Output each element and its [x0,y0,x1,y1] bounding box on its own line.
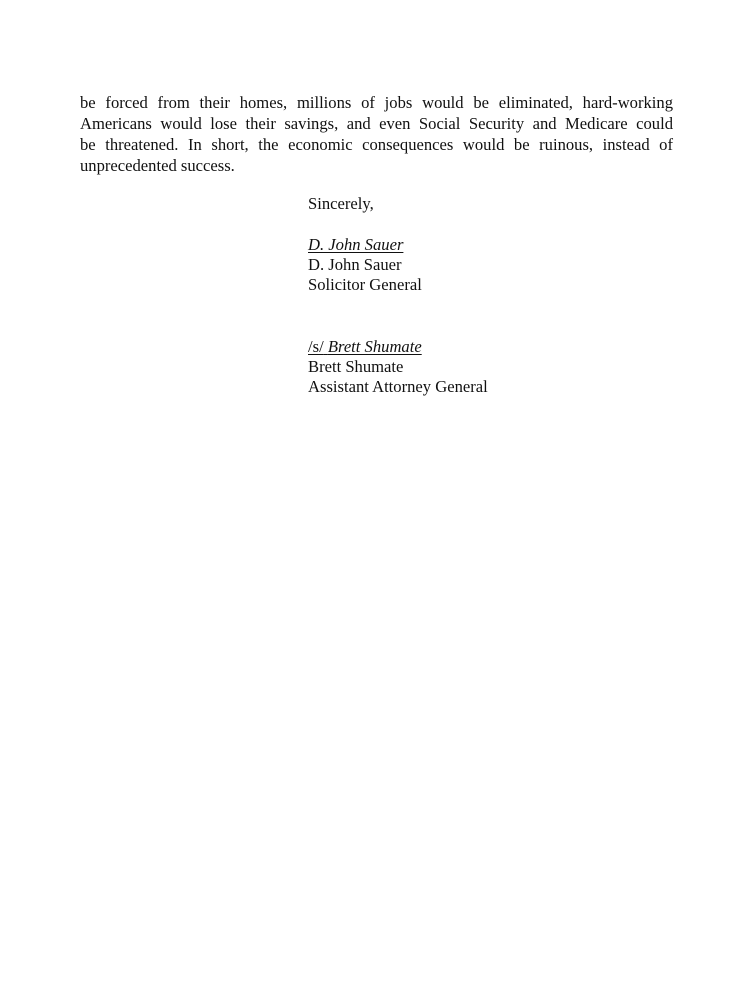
signature-sauer: D. John Sauer [308,235,404,254]
signatory-title-sauer: Solicitor General [308,275,422,294]
signature-shumate: Brett Shumate [327,337,422,356]
signature-block-shumate [308,337,488,397]
body-paragraph [80,92,673,176]
body-line: be threatened. In short, the economic consequences would be ruinous, instead of [80,135,673,154]
signatory-title-shumate: Assistant Attorney General [308,377,488,396]
signature-prefix: /s/ [308,337,324,356]
signatory-name-shumate: Brett Shumate [308,357,404,376]
body-line: be forced from their homes, millions of jobs would be eliminated, hard-working [80,93,673,112]
signature-block-sauer [308,235,422,295]
body-line: Americans would lose their savings, and even Social Security and Medicare could [80,114,673,133]
body-line: unprecedented success. [80,156,235,175]
signatory-name-sauer: D. John Sauer [308,255,402,274]
closing-text: Sincerely, [308,194,374,213]
closing-block [308,194,374,214]
